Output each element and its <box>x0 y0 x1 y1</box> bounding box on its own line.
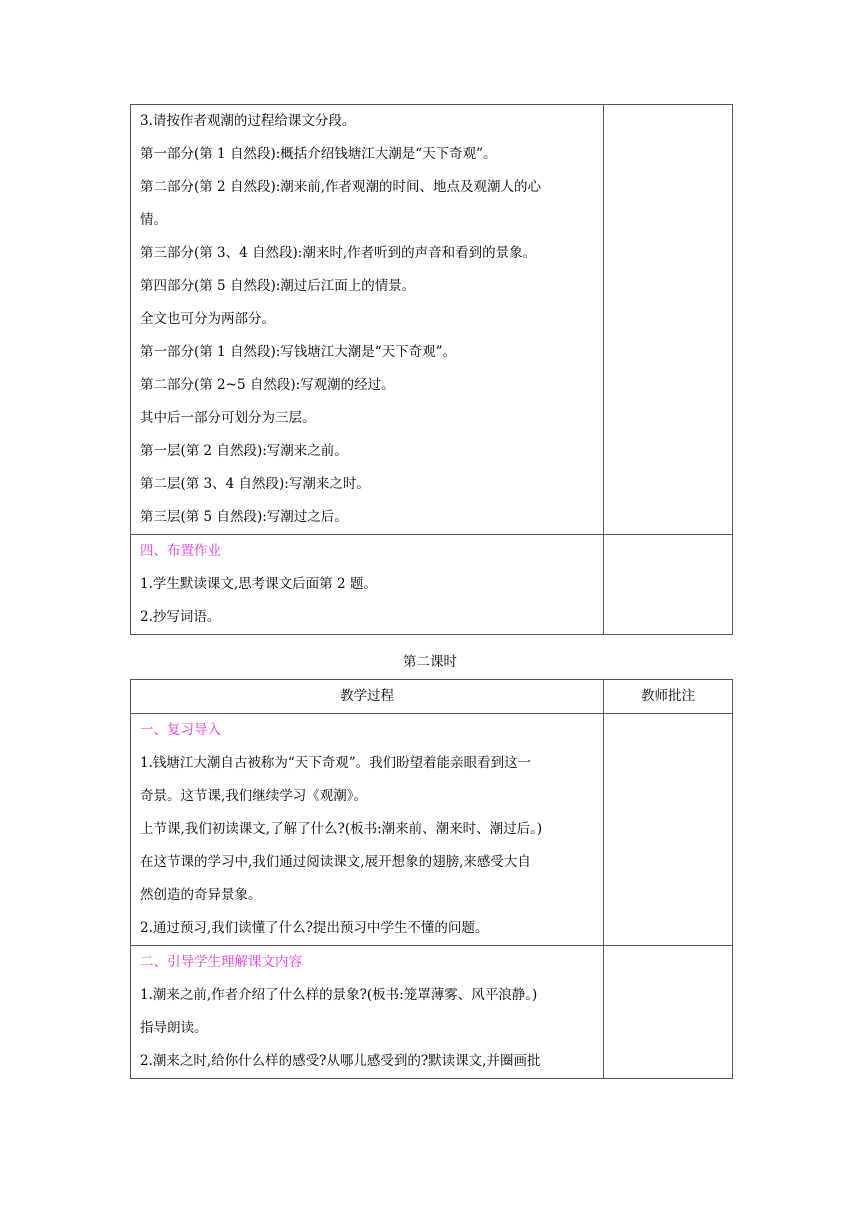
text-line: 其中后一部分可划分为三层。 <box>140 410 316 426</box>
text-line: 指导朗读。 <box>140 1020 208 1036</box>
text-line: 3.请按作者观潮的过程给课文分段。 <box>140 113 356 129</box>
notes-cell <box>604 946 733 1079</box>
table-row <box>131 946 733 1079</box>
section-heading: 一、复习导入 <box>140 722 221 738</box>
table-row <box>131 535 733 635</box>
table-header-row <box>131 680 733 714</box>
header-process: 教学过程 <box>131 680 604 714</box>
process-cell-part1 <box>131 714 604 946</box>
lesson-table-1 <box>130 104 733 635</box>
section-heading: 四、布置作业 <box>140 543 221 559</box>
text-line: 情。 <box>140 212 167 228</box>
text-line: 第三部分(第 3、4 自然段):潮来时,作者听到的声音和看到的景象。 <box>140 245 537 261</box>
section-heading: 二、引导学生理解课文内容 <box>140 954 302 970</box>
lesson-caption: 第二课时 <box>403 654 457 670</box>
lesson-table-2 <box>130 679 733 1079</box>
notes-cell <box>604 714 733 946</box>
text-line: 在这节课的学习中,我们通过阅读课文,展开想象的翅膀,来感受大自 <box>140 854 531 870</box>
table-row <box>131 105 733 535</box>
text-line: 全文也可分为两部分。 <box>140 311 275 327</box>
text-line: 2.抄写词语。 <box>140 609 221 625</box>
header-notes: 教师批注 <box>604 680 733 714</box>
table-row <box>131 714 733 946</box>
text-line: 第一层(第 2 自然段):写潮来之前。 <box>140 443 348 459</box>
text-line: 奇景。这节课,我们继续学习《观潮》。 <box>140 788 368 804</box>
text-line: 第三层(第 5 自然段):写潮过之后。 <box>140 509 348 525</box>
notes-cell <box>604 105 733 535</box>
text-line: 2.潮来之时,给你什么样的感受?从哪儿感受到的?默读课文,并圈画批 <box>140 1053 541 1069</box>
text-line: 第二部分(第 2~5 自然段):写观潮的经过。 <box>140 377 395 393</box>
text-line: 第一部分(第 1 自然段):写钱塘江大潮是“天下奇观”。 <box>140 344 457 360</box>
text-line: 上节课,我们初读课文,了解了什么?(板书:潮来前、潮来时、潮过后。) <box>140 821 543 837</box>
process-cell-section3 <box>131 105 604 535</box>
text-line: 第二部分(第 2 自然段):潮来前,作者观潮的时间、地点及观潮人的心 <box>140 179 542 195</box>
process-cell-part2 <box>131 946 604 1079</box>
text-line: 1.钱塘江大潮自古被称为“天下奇观”。我们盼望着能亲眼看到这一 <box>140 755 532 771</box>
text-line: 第四部分(第 5 自然段):潮过后江面上的情景。 <box>140 278 416 294</box>
text-line: 第二层(第 3、4 自然段):写潮来之时。 <box>140 476 370 492</box>
text-line: 第一部分(第 1 自然段):概括介绍钱塘江大潮是“天下奇观”。 <box>140 146 497 162</box>
text-line: 1.学生默读课文,思考课文后面第 2 题。 <box>140 576 377 592</box>
text-line: 然创造的奇异景象。 <box>140 887 262 903</box>
process-cell-section4 <box>131 535 604 635</box>
notes-cell <box>604 535 733 635</box>
text-line: 2.通过预习,我们读懂了什么?提出预习中学生不懂的问题。 <box>140 920 489 936</box>
text-line: 1.潮来之前,作者介绍了什么样的景象?(板书:笼罩薄雾、风平浪静。) <box>140 987 538 1003</box>
